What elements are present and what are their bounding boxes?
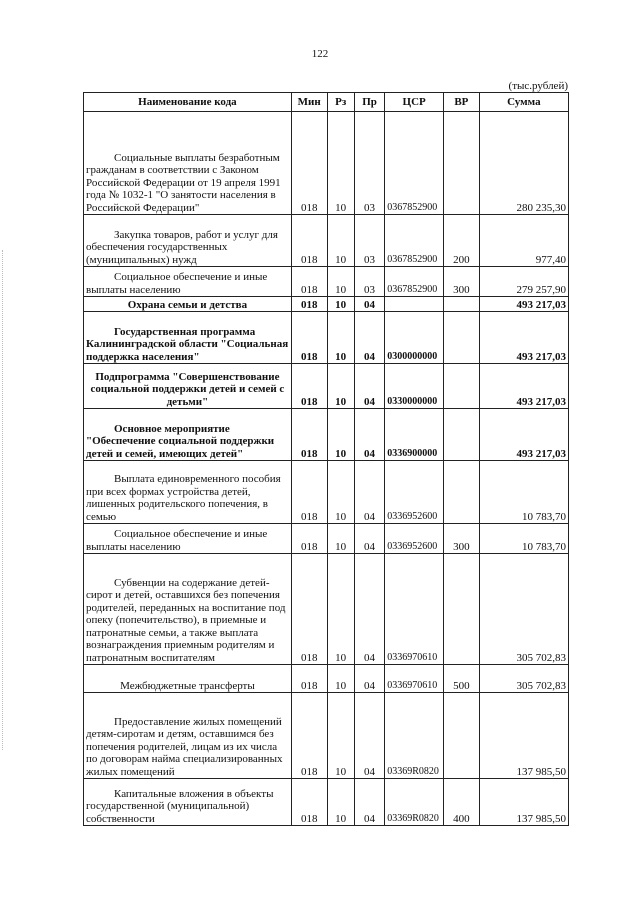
row-rz: 10 [327, 267, 354, 297]
row-csr: 03369R0820 [385, 779, 444, 826]
row-name [84, 524, 292, 554]
table-row [84, 312, 569, 364]
row-pr: 04 [354, 779, 384, 826]
header-pr: Пр [354, 93, 384, 112]
row-sum: 493 217,03 [479, 297, 568, 312]
row-name [84, 267, 292, 297]
row-pr: 04 [354, 364, 384, 409]
row-csr: 0336970610 [385, 554, 444, 665]
row-name-text: Закупка товаров, работ и услуг для обеспечения государственных (муниципальных) нужд [86, 228, 278, 266]
row-csr [385, 297, 444, 312]
table-header-row [84, 93, 569, 112]
header-name: Наименование кода [84, 93, 292, 112]
row-min: 018 [291, 267, 327, 297]
page-number: 122 [311, 48, 329, 60]
row-rz: 10 [327, 524, 354, 554]
table-row [84, 297, 569, 312]
table-row [84, 461, 569, 524]
row-rz: 10 [327, 364, 354, 409]
row-name-text: Капитальные вложения в объекты государственной (муниципальной) собственности [86, 787, 274, 825]
row-csr: 0330000000 [385, 364, 444, 409]
table-row [84, 665, 569, 693]
row-min: 018 [291, 665, 327, 693]
header-vr: ВР [444, 93, 480, 112]
row-vr [444, 554, 480, 665]
row-sum: 10 783,70 [479, 524, 568, 554]
row-vr: 400 [444, 779, 480, 826]
row-pr: 04 [354, 461, 384, 524]
row-min: 018 [291, 409, 327, 461]
row-sum: 977,40 [479, 215, 568, 267]
row-min: 018 [291, 297, 327, 312]
row-sum: 493 217,03 [479, 364, 568, 409]
row-sum: 280 235,30 [479, 112, 568, 215]
row-rz: 10 [327, 312, 354, 364]
row-pr: 04 [354, 409, 384, 461]
row-csr: 0336900000 [385, 409, 444, 461]
row-csr: 03369R0820 [385, 693, 444, 779]
row-min: 018 [291, 693, 327, 779]
row-pr: 03 [354, 267, 384, 297]
row-vr [444, 461, 480, 524]
table-row [84, 409, 569, 461]
row-pr: 04 [354, 693, 384, 779]
row-sum: 305 702,83 [479, 554, 568, 665]
row-pr: 04 [354, 297, 384, 312]
row-sum: 305 702,83 [479, 665, 568, 693]
row-sum: 137 985,50 [479, 693, 568, 779]
table-row [84, 267, 569, 297]
row-vr: 300 [444, 524, 480, 554]
row-vr: 300 [444, 267, 480, 297]
header-sum: Сумма [479, 93, 568, 112]
row-vr: 500 [444, 665, 480, 693]
row-name-text: Предоставление жилых помещений детям-сиротам и детям, оставшимся без попечения родителей, лицам из их числа по договорам найма специализированных жилых помещений [86, 715, 283, 778]
row-csr: 0336952600 [385, 524, 444, 554]
row-rz: 10 [327, 112, 354, 215]
row-min: 018 [291, 364, 327, 409]
row-name-text: Основное мероприятие "Обеспечение социальной поддержки детей и семей, имеющих детей" [86, 422, 275, 460]
table-row [84, 524, 569, 554]
row-pr: 04 [354, 524, 384, 554]
table-row [84, 112, 569, 215]
header-csr: ЦСР [385, 93, 444, 112]
row-rz: 10 [327, 215, 354, 267]
row-sum: 10 783,70 [479, 461, 568, 524]
row-name [84, 554, 292, 665]
row-rz: 10 [327, 554, 354, 665]
row-pr: 04 [354, 312, 384, 364]
row-sum: 279 257,90 [479, 267, 568, 297]
row-name-text: Социальное обеспечение и иные выплаты населению [86, 271, 268, 296]
table-row [84, 554, 569, 665]
row-name [84, 461, 292, 524]
margin-rule [2, 250, 4, 750]
row-vr [444, 297, 480, 312]
row-csr: 0336952600 [385, 461, 444, 524]
row-rz: 10 [327, 297, 354, 312]
row-name-text: Социальное обеспечение и иные выплаты населению [86, 528, 268, 553]
row-sum: 137 985,50 [479, 779, 568, 826]
table-row [84, 779, 569, 826]
row-pr: 04 [354, 554, 384, 665]
row-name [84, 779, 292, 826]
row-name-text: Подпрограмма "Совершенствование социальной поддержки детей и семей с детьми" [90, 370, 285, 408]
row-pr: 03 [354, 112, 384, 215]
units-label: (тыс.рублей) [508, 80, 568, 92]
row-name-text: Государственная программа Калининградской области "Социальная поддержка населения" [86, 325, 289, 363]
row-min: 018 [291, 461, 327, 524]
row-min: 018 [291, 312, 327, 364]
row-csr: 0367852900 [385, 215, 444, 267]
row-rz: 10 [327, 409, 354, 461]
table-row [84, 215, 569, 267]
row-min: 018 [291, 524, 327, 554]
header-rz: Рз [327, 93, 354, 112]
budget-table [83, 92, 569, 826]
row-min: 018 [291, 554, 327, 665]
row-csr: 0367852900 [385, 267, 444, 297]
row-name-text: Межбюджетные трансферты [120, 679, 255, 692]
row-rz: 10 [327, 665, 354, 693]
row-vr [444, 693, 480, 779]
row-name [84, 693, 292, 779]
row-vr [444, 312, 480, 364]
row-vr [444, 409, 480, 461]
header-min: Мин [291, 93, 327, 112]
row-csr: 0300000000 [385, 312, 444, 364]
row-name [84, 665, 292, 693]
row-pr: 03 [354, 215, 384, 267]
row-rz: 10 [327, 693, 354, 779]
row-vr [444, 112, 480, 215]
row-name [84, 312, 292, 364]
row-csr: 0336970610 [385, 665, 444, 693]
row-name-text: Охрана семьи и детства [127, 298, 248, 311]
row-vr: 200 [444, 215, 480, 267]
table-row [84, 693, 569, 779]
row-name [84, 215, 292, 267]
row-csr: 0367852900 [385, 112, 444, 215]
row-name [84, 364, 292, 409]
row-name-text: Социальные выплаты безработным гражданам в соответствии с Законом Российской Федерации от 19 апреля 1991 года № 1032-1 "О занятости населения в Российской Федерации" [86, 151, 281, 214]
row-rz: 10 [327, 461, 354, 524]
row-rz: 10 [327, 779, 354, 826]
row-name [84, 112, 292, 215]
row-name-text: Выплата единовременного пособия при всех формах устройства детей, лишенных родительского попечения, в семью [86, 473, 281, 523]
row-min: 018 [291, 112, 327, 215]
table-row [84, 364, 569, 409]
row-name [84, 409, 292, 461]
row-min: 018 [291, 779, 327, 826]
row-pr: 04 [354, 665, 384, 693]
row-sum: 493 217,03 [479, 409, 568, 461]
row-name-text: Субвенции на содержание детей-сирот и детей, оставшихся без попечения родителей, переданных на воспитание под опеку (попечительство), в приемные и патронатные семьи, а также выплата вознаграждения приемным родителям и патронатным воспитателям [86, 576, 286, 664]
row-sum: 493 217,03 [479, 312, 568, 364]
row-min: 018 [291, 215, 327, 267]
row-name [84, 297, 292, 312]
row-vr [444, 364, 480, 409]
